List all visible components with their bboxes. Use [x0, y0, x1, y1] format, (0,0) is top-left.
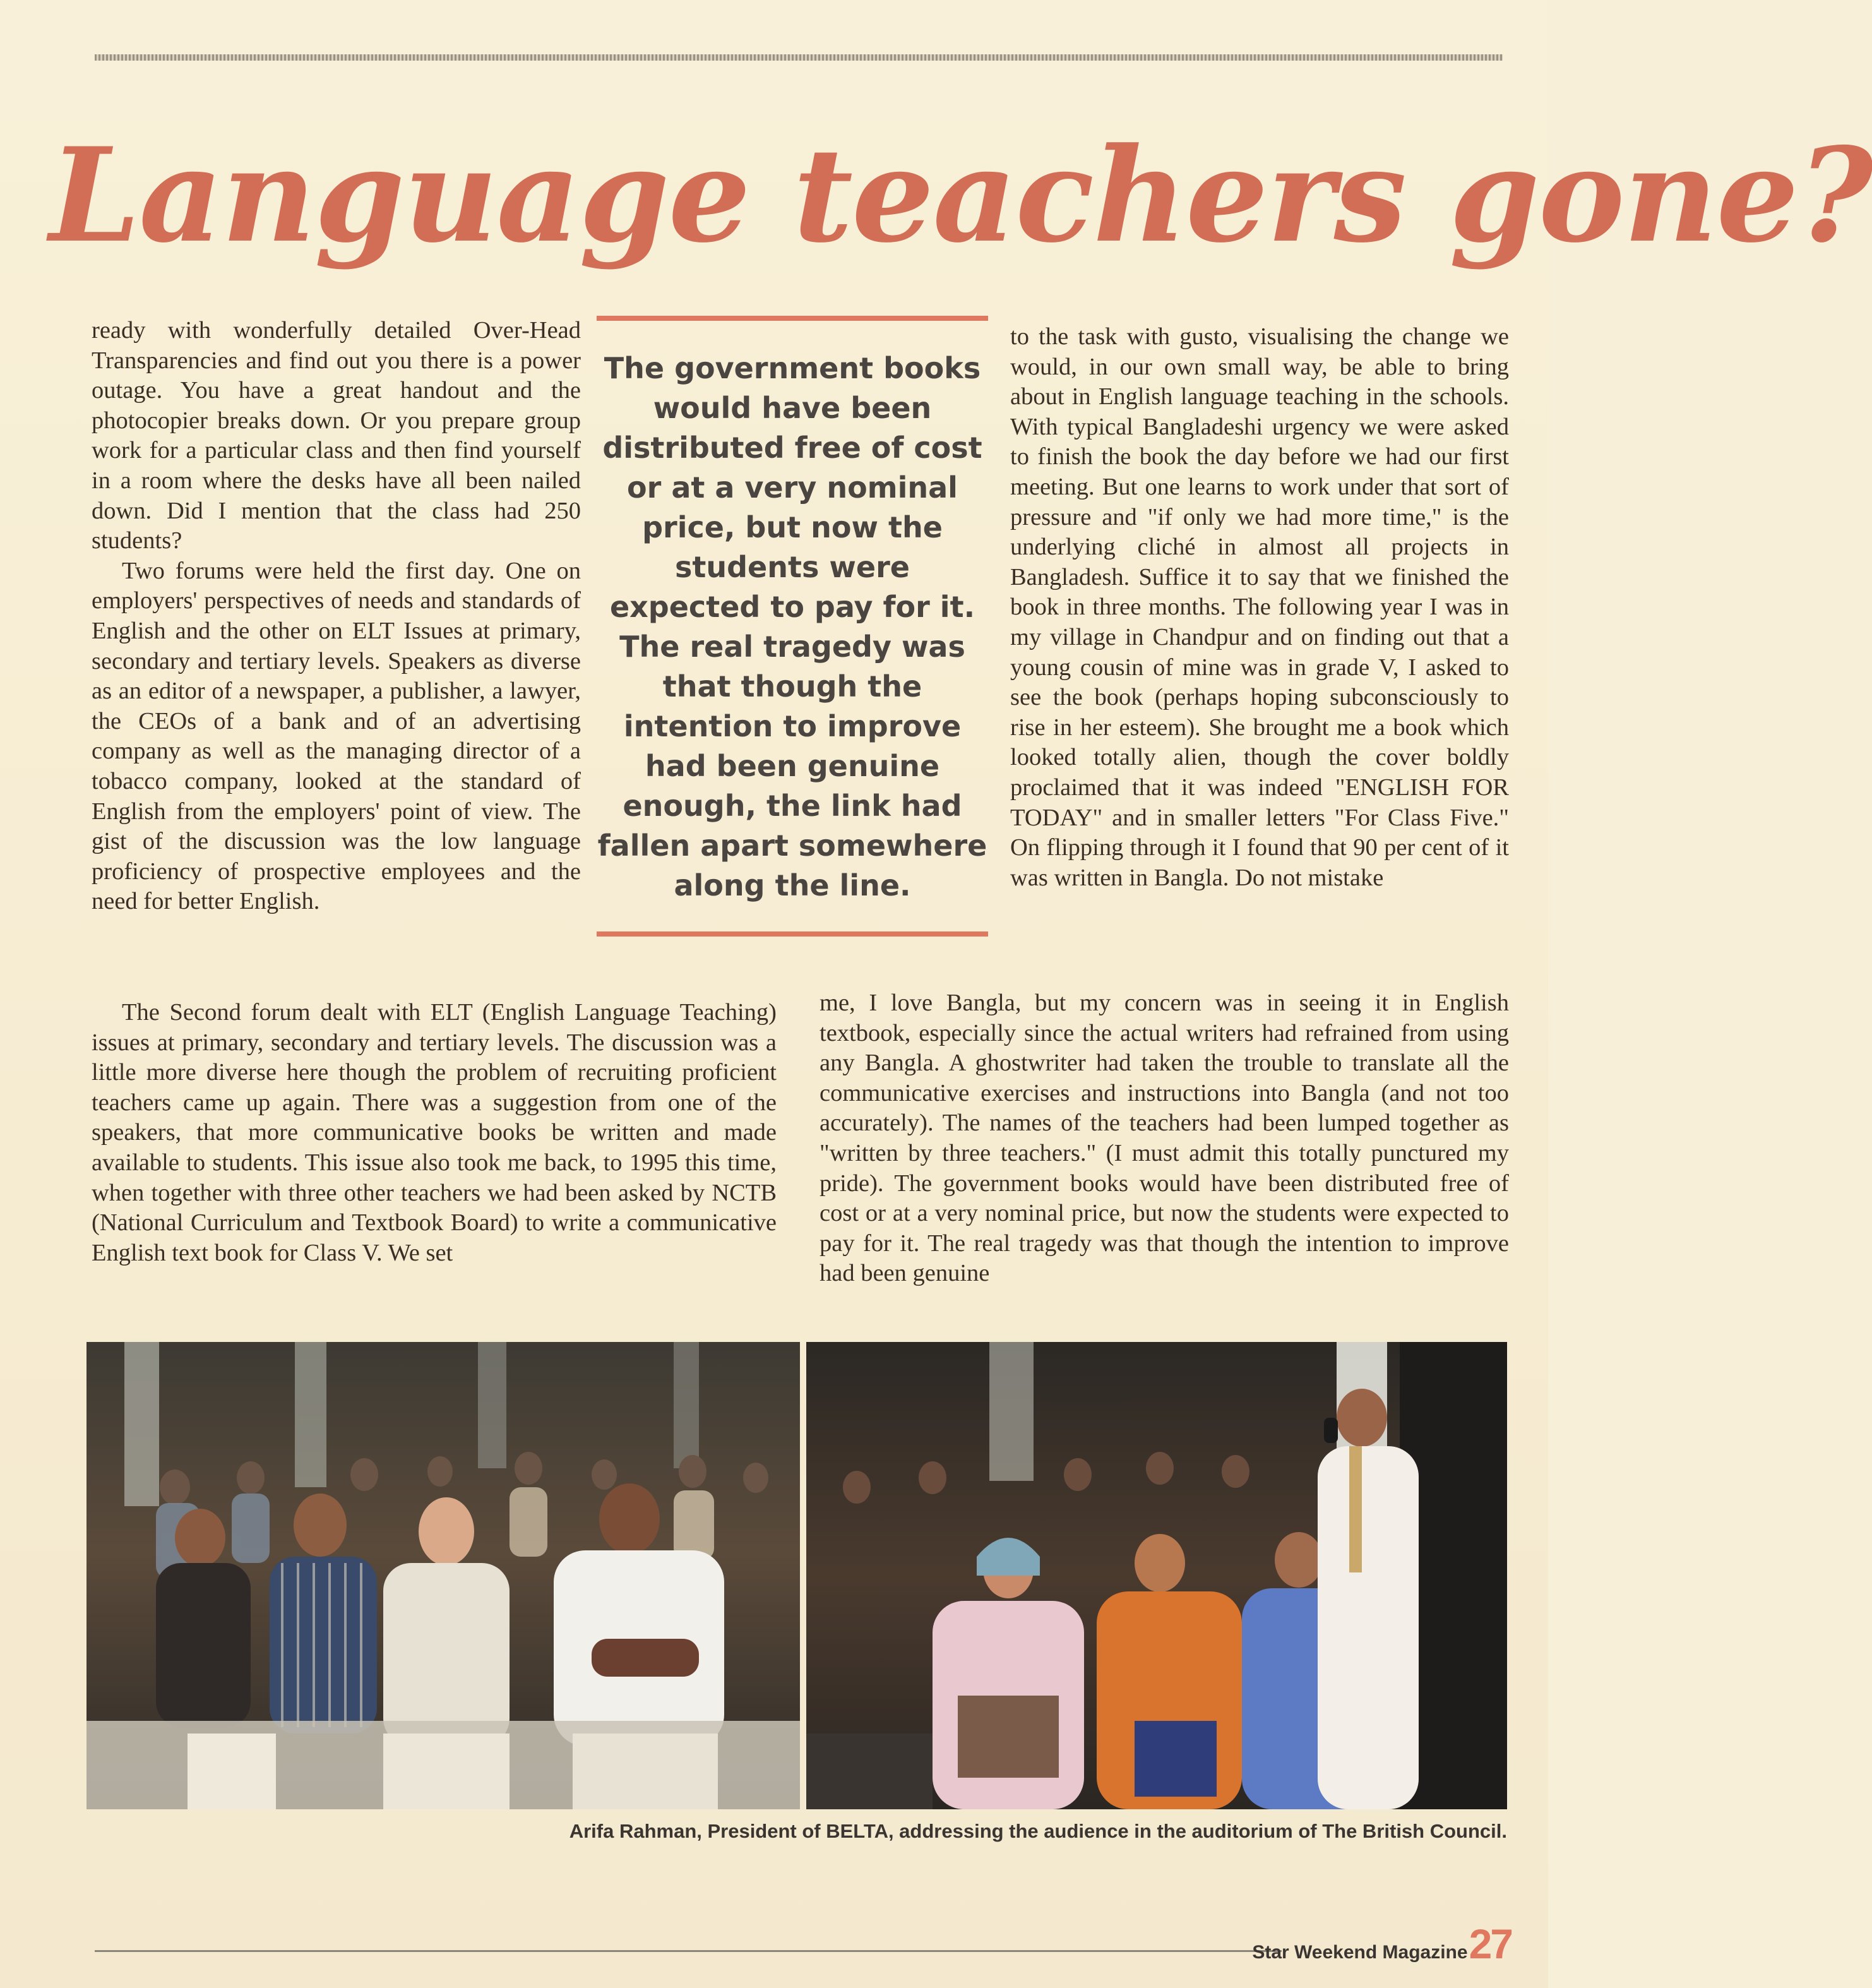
pull-quote: The government books would have been distributed free of cost or at a very nominal price, but now the students were expected to pay for it. The real tragedy was that though the intention to improve had been genuine enough, the link had fallen apart somewhere along the line. [597, 351, 987, 902]
photo-caption: Arifa Rahman, President of BELTA, addressing the audience in the auditorium of The British Council. [569, 1820, 1507, 1842]
footer-rule [95, 1950, 1282, 1952]
magazine-name: Star Weekend Magazine [1252, 1942, 1468, 1963]
pull-quote-box [597, 316, 988, 941]
page-footer [1252, 1920, 1511, 1968]
top-rule [95, 54, 1503, 61]
audience-photo-men [86, 1342, 800, 1809]
column-left-top [92, 316, 581, 917]
pull-quote-rule-bottom [597, 931, 988, 937]
pull-quote-rule-top [597, 316, 988, 321]
article-headline: Language teachers gone? [49, 120, 1872, 272]
paragraph: to the task with gusto, visualising the change we would, in our own small way, be able to bring about in English language teaching in the schools. With typical Bangladeshi urgency we were asked to finish the book the day before we had our first meeting. But one learns to work under that sort of pressure and "if only we had more time," is the underlying cliché in almost all projects in Bangladesh. Suffice it to say that we finished the book in three months. The following year I was in my village in Chandpur and on finding out that a young cousin of mine was in grade V, I asked to see the book (perhaps hoping subconsciously to rise in her esteem). She brought me a book which looked totally alien, though the cover boldly proclaimed that it was indeed "ENGLISH FOR TODAY" and in smaller letters "For Class Five." On flipping through it I found that 90 per cent of it was written in Bangla. Do not mistake [1010, 323, 1509, 891]
page-number: 27 [1469, 1920, 1511, 1967]
audience-photo-speaker [806, 1342, 1507, 1809]
paragraph: Two forums were held the first day. One on employers' perspectives of needs and standards of English and the other on ELT Issues at primary, secondary and tertiary levels. Speakers as diverse as an editor of a newspaper, a publisher, a lawyer, the CEOs of a bank and of an advertising company as well as the managing director of a tobacco company, looked at the standard of English from the employers' point of view. The gist of the discussion was the low language proficiency of prospective employees and the need for better English. [92, 557, 581, 915]
paragraph: The Second forum dealt with ELT (English Language Teaching) issues at primary, secondary and tertiary levels. The discussion was a little more diverse here though the problem of recruiting proficient teachers came up again. There was a suggestion from one of the speakers, that more communicative books be written and made available to students. This issue also took me back, to 1995 this time, when together with three other teachers we had been asked by NCTB (National Curriculum and Textbook Board) to write a communicative English text book for Class V. We set [92, 999, 777, 1266]
paragraph: me, I love Bangla, but my concern was in seeing it in English textbook, especially since the actual writers had refrained from using any Bangla. A ghostwriter had taken the trouble to translate all the communicative exercises and instructions into Bangla (and not too accurately). The names of the teachers had been lumped together as "written by three teachers." (I must admit this totally punctured my pride). The government books would have been distributed free of cost or at a very nominal price, but now the students were expected to pay for it. The real tragedy was that though the intention to improve had been genuine [820, 990, 1509, 1287]
paragraph: ready with wonderfully detailed Over-Head Transparencies and find out you there is a power outage. You have a great handout and the photocopier breaks down. Or you prepare group work for a particular class and then find yourself in a room where the desks have all been nailed down. Did I mention that the class had 250 students? [92, 317, 581, 554]
column-right-bottom [820, 988, 1509, 1289]
column-left-bottom [92, 998, 777, 1268]
column-right-top [1010, 322, 1509, 893]
